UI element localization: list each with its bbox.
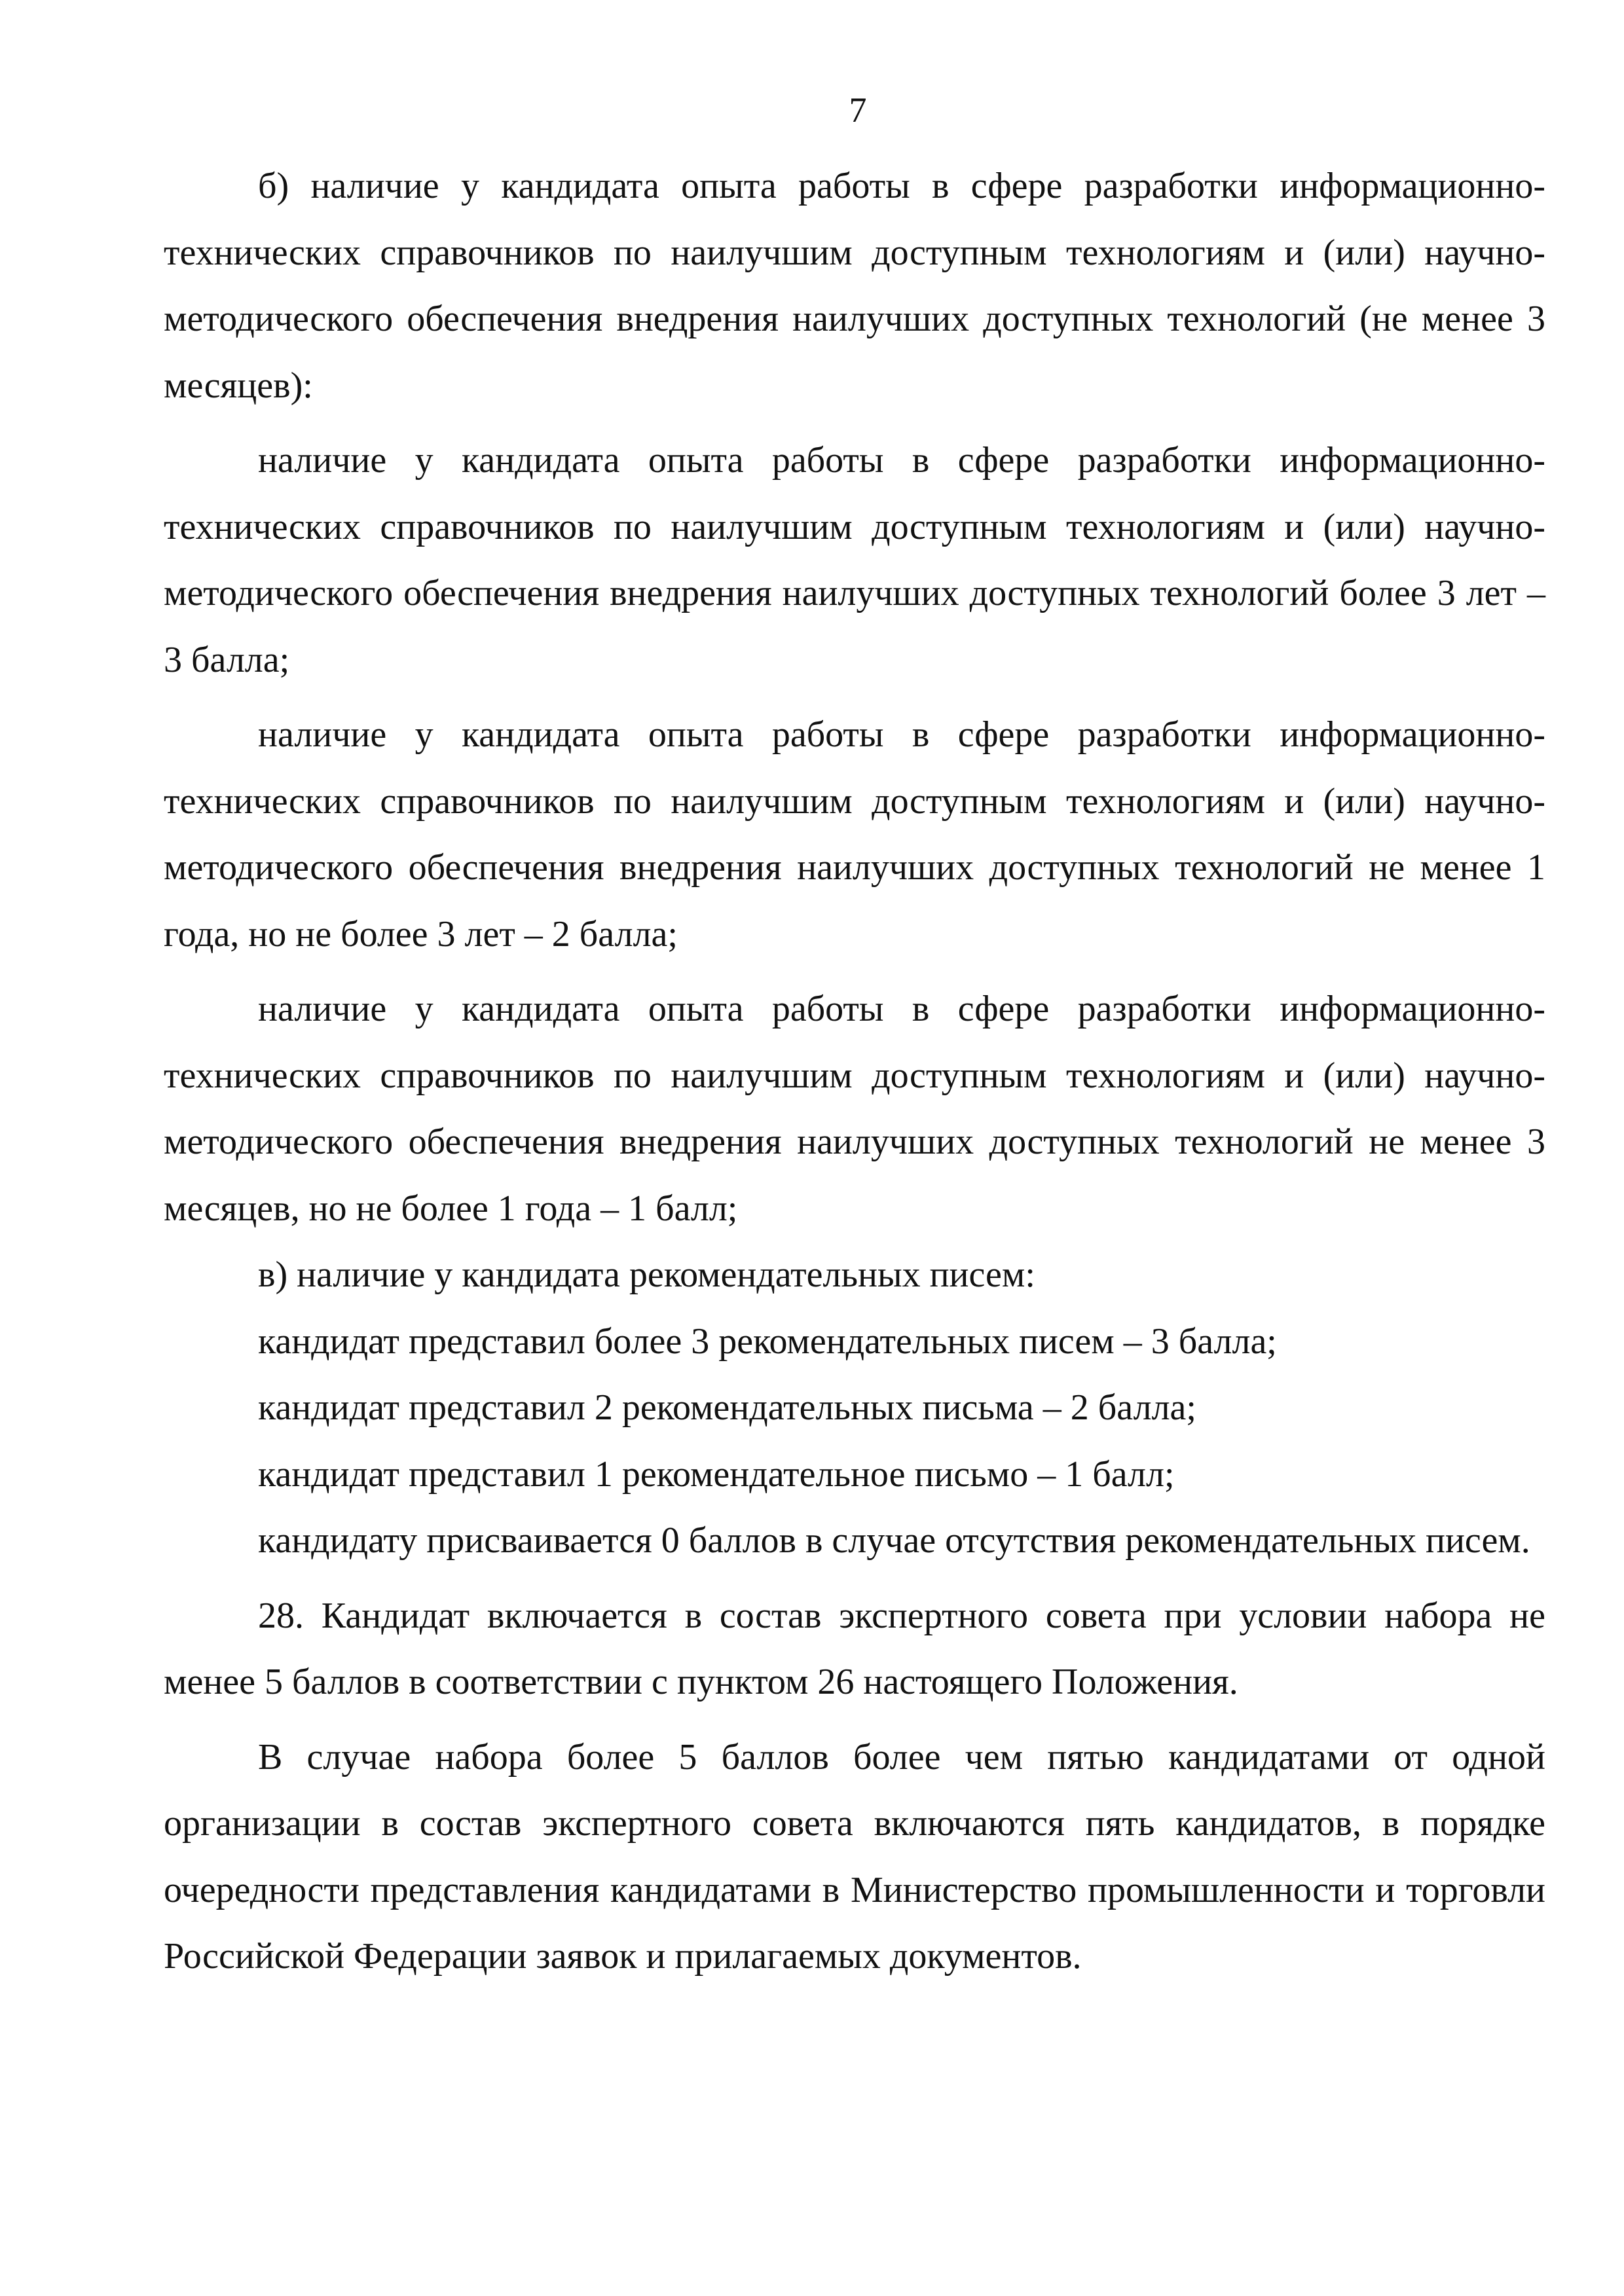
- paragraph-letters-0: кандидату присваивается 0 баллов в случае отсутствия рекомендательных писем.: [258, 1520, 1530, 1561]
- paragraph-b-intro: б) наличие у кандидата опыта работы в сфере разработки информационно-технических справочников по наилучшим доступным технологиям и (или) научно-методического обеспечения внедрения наилучших доступных технологий (не менее 3 месяцев):: [164, 166, 1545, 406]
- page-number: 7: [849, 90, 867, 130]
- paragraph-letters-3: кандидат представил более 3 рекомендательных писем – 3 балла;: [258, 1321, 1277, 1362]
- document-body: [164, 153, 1545, 1990]
- paragraph-item-28: 28. Кандидат включается в состав экспертного совета при условии набора не менее 5 баллов в соответствии с пунктом 26 настоящего Положения.: [164, 1595, 1545, 1702]
- paragraph-letters-1: кандидат представил 1 рекомендательное письмо – 1 балл;: [258, 1453, 1175, 1495]
- paragraph-experience-1-3-years: наличие у кандидата опыта работы в сфере разработки информационно-технических справочников по наилучшим доступным технологиям и (или) научно-методического обеспечения внедрения наилучших доступных технологий не менее 1 года, но не более 3 лет – 2 балла;: [164, 714, 1545, 955]
- paragraph-letters-2: кандидат представил 2 рекомендательных письма – 2 балла;: [258, 1387, 1196, 1428]
- paragraph-experience-3-months: наличие у кандидата опыта работы в сфере разработки информационно-технических справочников по наилучшим доступным технологиям и (или) научно-методического обеспечения внедрения наилучших доступных технологий не менее 3 месяцев, но не более 1 года – 1 балл;: [164, 989, 1545, 1229]
- paragraph-experience-3-years: наличие у кандидата опыта работы в сфере разработки информационно-технических справочников по наилучшим доступным технологиям и (или) научно-методического обеспечения внедрения наилучших доступных технологий более 3 лет – 3 балла;: [164, 440, 1545, 680]
- paragraph-v-intro: в) наличие у кандидата рекомендательных писем:: [258, 1254, 1035, 1295]
- paragraph-over-5-points: В случае набора более 5 баллов более чем пятью кандидатами от одной организации в состав экспертного совета включаются пять кандидатов, в порядке очередности представления кандидатами в Министерство промышленности и торговли Российской Федерации заявок и прилагаемых документов.: [164, 1736, 1545, 1977]
